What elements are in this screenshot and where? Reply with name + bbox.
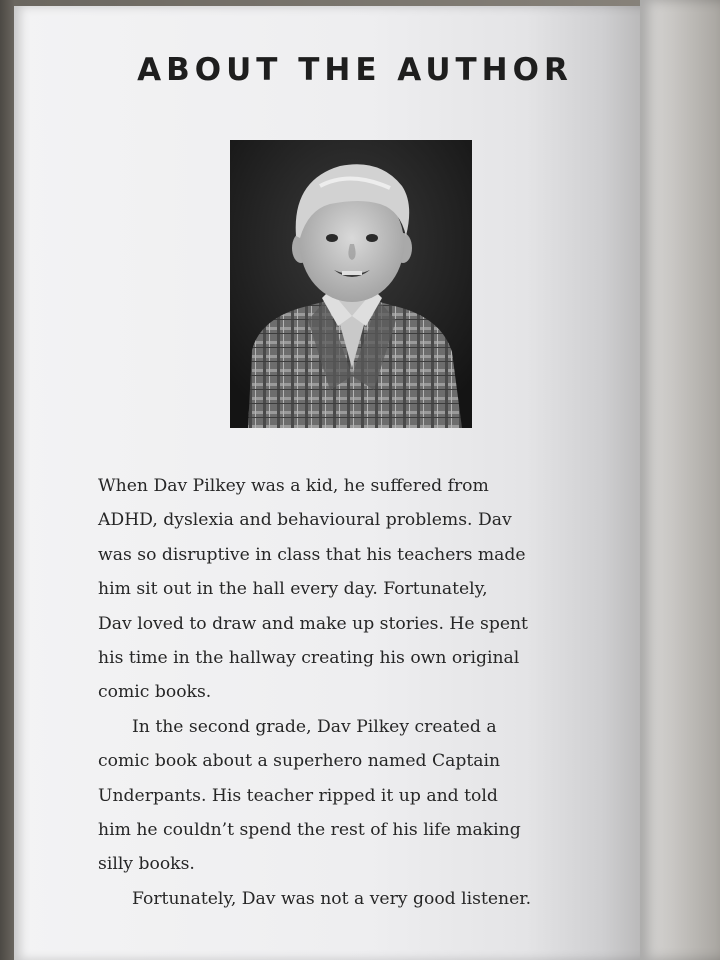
author-childhood-photo	[230, 140, 472, 428]
text-line: was so disruptive in class that his teachers made	[98, 544, 526, 565]
adjacent-page-edge	[640, 0, 720, 960]
bio-paragraph-1	[98, 469, 598, 710]
author-bio	[98, 469, 598, 916]
bio-paragraph-3	[98, 882, 598, 916]
text-line: Dav loved to draw and make up stories. He spent	[98, 613, 528, 634]
bio-paragraph-2	[98, 710, 598, 882]
book-page	[14, 6, 654, 960]
text-line: Fortunately, Dav was not a very good listener.	[132, 888, 532, 909]
text-line: In the second grade, Dav Pilkey created a	[132, 716, 497, 737]
text-line: him he couldn’t spend the rest of his life making	[98, 820, 521, 841]
text-line: his time in the hallway creating his own original	[98, 648, 520, 669]
text-line: Underpants. His teacher ripped it up and told	[98, 785, 498, 806]
page-heading: ABOUT THE AUTHOR	[137, 52, 573, 88]
text-line: comic book about a superhero named Captain	[98, 751, 501, 772]
text-line: him sit out in the hall every day. Fortunately,	[98, 579, 488, 600]
text-line: When Dav Pilkey was a kid, he suffered from	[98, 476, 489, 496]
text-line: comic books.	[98, 682, 212, 703]
text-line: ADHD, dyslexia and behavioural problems. Dav	[98, 510, 512, 531]
text-line: silly books.	[98, 854, 195, 875]
